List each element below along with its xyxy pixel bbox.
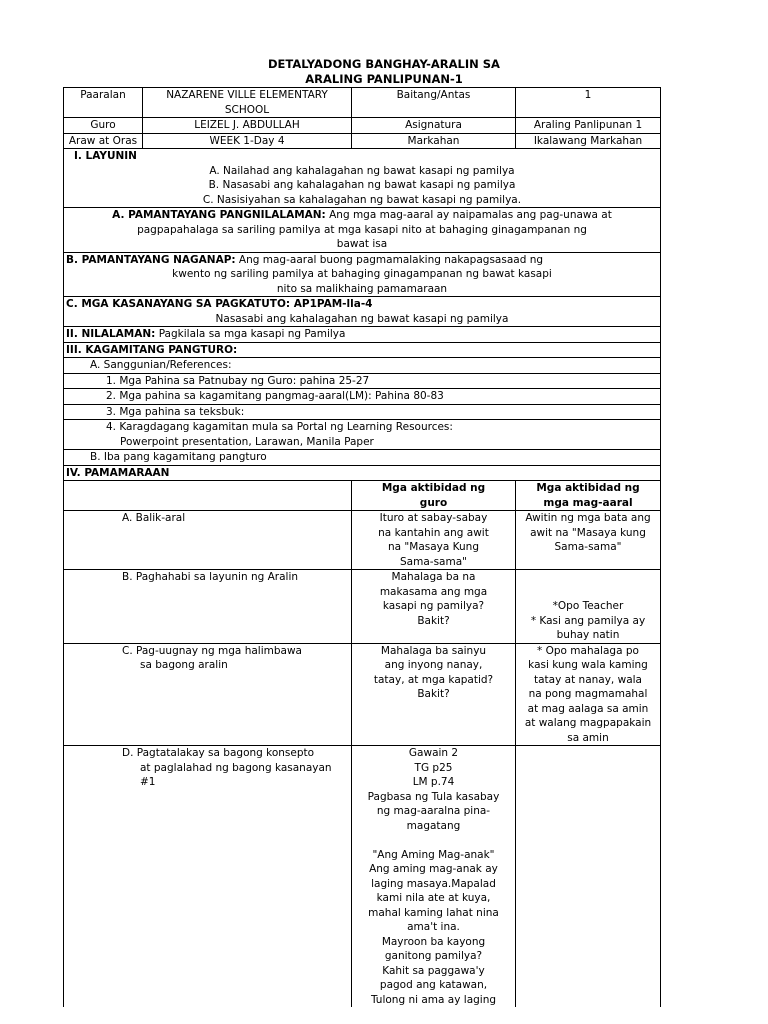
naganap-line2: kwento ng sariling pamilya at bahaging ginagampanan ng bawat kasapi: [172, 268, 552, 280]
naganap-cell: [64, 252, 661, 297]
row-a-magaaral-line: Awitin ng mga bata ang: [525, 512, 651, 524]
row-d-guro-line: magatang: [406, 819, 461, 832]
sanggunian-cell: [64, 358, 661, 374]
row-c-magaaral-line: na pong magmamahal: [528, 688, 648, 700]
iba-pa-row: [64, 450, 661, 466]
row-a-guro-line: na "Masaya Kung: [388, 541, 479, 553]
row-a-magaaral-line: Sama-sama": [554, 541, 622, 553]
row-b-guro-line: Bakit?: [417, 614, 450, 627]
row-c-magaaral-line: tatay at nanay, wala: [534, 673, 642, 686]
row-d-guro-line: Tulong ni ama ay laging: [370, 993, 497, 1006]
pamamaraan-row-a: [64, 511, 661, 570]
row-b-guro: [352, 570, 516, 644]
row-d-label-line1: D. Pagtatalakay sa bagong konsepto: [122, 747, 315, 759]
baitang-value: 1: [516, 88, 661, 118]
row-d-guro-line: mahal kaming lahat nina: [368, 906, 499, 919]
guro-label: Guro: [64, 118, 143, 134]
pamamaraan-row-c: [64, 643, 661, 746]
row-c-magaaral-line: sa amin: [567, 731, 609, 744]
reference-item-1: 1. Mga Pahina sa Patnubay ng Guro: pahina 25-27: [106, 374, 370, 387]
col-magaaral-header-line2: mga mag-aaral: [543, 496, 633, 509]
markahan-value: Ikalawang Markahan: [516, 133, 661, 149]
row-b-magaaral: [516, 570, 661, 644]
kasanayan-cell: [64, 297, 661, 327]
pamamaraan-heading: IV. PAMAMARAAN: [64, 465, 661, 481]
pamamaraan-header-blank: [64, 481, 352, 511]
row-d-guro-line: Mayroon ba kayong: [381, 935, 486, 948]
iba-pa-label: B. Iba pang kagamitang pangturo: [90, 451, 267, 463]
row-d-guro-line: [354, 833, 513, 848]
pangnilalaman-cell: [64, 208, 661, 253]
pamamaraan-row-b: [64, 570, 661, 644]
layunin-section: [64, 149, 661, 208]
row-c-guro-line: Bakit?: [417, 688, 450, 700]
row-c-magaaral-line: kasi kung wala kaming: [528, 659, 648, 671]
paaralan-value: NAZARENE VILLE ELEMENTARY SCHOOL: [143, 88, 352, 118]
row-c-label: [64, 643, 352, 746]
row-a-magaaral-line: awit na "Masaya kung: [530, 526, 646, 539]
reference-row-4: [64, 420, 661, 450]
row-d-guro-line: ganitong pamilya?: [384, 950, 483, 962]
araw-value: WEEK 1-Day 4: [143, 133, 352, 149]
nilalaman-section: [64, 327, 661, 343]
guro-value: LEIZEL J. ABDULLAH: [143, 118, 352, 134]
asignatura-value: Araling Panlipunan 1: [516, 118, 661, 134]
col-guro-header-line1: Mga aktibidad ng: [381, 482, 486, 494]
row-b-guro-line: kasapi ng pamilya?: [382, 600, 485, 612]
row-b-label: [64, 570, 352, 644]
reference-cell-3: [64, 404, 661, 420]
reference-item-2: 2. Mga pahina sa kagamitang pangmag-aaral(LM): Pahina 80-83: [106, 390, 444, 402]
row-d-guro-line: laging masaya.Mapalad: [371, 877, 496, 890]
row-b-guro-line: Mahalaga ba na: [391, 571, 476, 583]
col-magaaral-header: [516, 481, 661, 511]
naganap-line1: Ang mag-aaral buong pagmamalaking nakapagsasaad ng: [235, 253, 544, 266]
kasanayan-text: Nasasabi ang kahalagahan ng bawat kasapi ng pamilya: [215, 312, 509, 325]
row-d-label: [64, 746, 352, 1008]
naganap-label: B. PAMANTAYANG NAGANAP:: [66, 253, 236, 266]
reference-item-4: 4. Karagdagang kagamitan mula sa Portal ng Learning Resources:: [106, 421, 453, 433]
reference-cell-1: [64, 373, 661, 389]
row-a-guro-line: Ituro at sabay-sabay: [379, 512, 488, 524]
row-b-label-line1: B. Paghahabi sa layunin ng Aralin: [122, 571, 299, 583]
layunin-item-b: B. Nasasabi ang kahalagahan ng bawat kasapi ng pamilya: [208, 179, 516, 191]
kagamitan-heading-row: [64, 342, 661, 358]
row-c-magaaral-line: at mag aalaga sa amin: [527, 702, 649, 715]
row-c-magaaral: [516, 643, 661, 746]
row-d-guro-line: ng mag-aaralna pina-: [376, 805, 491, 817]
row-d-guro-line: "Ang Aming Mag-anak": [372, 848, 495, 861]
pamamaraan-heading-row: [64, 465, 661, 481]
row-d-guro-line: ama't ina.: [407, 921, 460, 933]
col-guro-header-line2: guro: [419, 496, 448, 509]
row-d-guro-line: TG p25: [414, 761, 453, 774]
row-d-label-line3: #1: [140, 776, 156, 788]
naganap-section: [64, 252, 661, 297]
row-c-guro-line: ang inyong nanay,: [384, 659, 483, 671]
row-c-guro: [352, 643, 516, 746]
info-row-araw: [64, 133, 661, 149]
row-c-label-line1: C. Pag-uugnay ng mga halimbawa: [122, 644, 302, 657]
row-c-guro-line: Mahalaga ba sainyu: [380, 644, 487, 657]
row-c-label-line2: sa bagong aralin: [140, 659, 228, 671]
row-b-magaaral-line: [518, 570, 658, 585]
reference-row-1: [64, 373, 661, 389]
row-d-guro-line: kami nila ate at kuya,: [376, 892, 491, 904]
layunin-cell: [64, 149, 661, 208]
nilalaman-label: II. NILALAMAN:: [66, 328, 156, 340]
kasanayan-label: C. MGA KASANAYANG SA PAGKATUTO: AP1PAM-lla-4: [66, 298, 373, 310]
pangnilalaman-section: [64, 208, 661, 253]
reference-cell-2: [64, 389, 661, 405]
row-d-guro-line: Kahit sa paggawa'y: [382, 964, 485, 977]
pangnilalaman-line1: Ang mga mag-aaral ay naipamalas ang pag-unawa at: [325, 209, 612, 221]
iba-pa-cell: [64, 450, 661, 466]
row-d-guro-line: Ang aming mag-anak ay: [369, 863, 498, 875]
col-guro-header: [352, 481, 516, 511]
row-a-label: [64, 511, 352, 570]
baitang-label: Baitang/Antas: [352, 88, 516, 118]
asignatura-label: Asignatura: [352, 118, 516, 134]
row-a-guro-line: na kantahin ang awit: [378, 526, 489, 539]
info-row-guro: [64, 118, 661, 134]
row-d-guro-line: LM p.74: [412, 776, 455, 788]
layunin-item-c: C. Nasisiyahan sa kahalagahan ng bawat kasapi ng pamilya.: [202, 193, 522, 206]
info-row-paaralan: [64, 88, 661, 118]
row-c-magaaral-line: * Opo mahalaga po: [537, 644, 639, 657]
row-c-magaaral-line: at walang magpapakain: [524, 717, 652, 729]
reference-row-3: [64, 404, 661, 420]
reference-item-3: 3. Mga pahina sa teksbuk:: [106, 405, 245, 418]
row-b-magaaral-line: [518, 585, 658, 600]
paaralan-label: Paaralan: [64, 88, 143, 118]
pangnilalaman-line3: bawat isa: [336, 238, 388, 250]
reference-cell-4: [64, 420, 661, 450]
row-d-guro-line: Gawain 2: [408, 747, 459, 759]
lesson-plan-table: [63, 87, 660, 1007]
row-a-magaaral: [516, 511, 661, 570]
row-b-magaaral-line: * Kasi ang pamilya ay: [530, 614, 646, 627]
nilalaman-text: Pagkilala sa mga kasapi ng Pamilya: [155, 328, 346, 340]
kasanayan-section: [64, 297, 661, 327]
row-b-magaaral-line: buhay natin: [556, 629, 620, 641]
row-a-guro-line: Sama-sama": [400, 555, 467, 568]
document-title-line1: DETALYADONG BANGHAY-ARALIN SA: [268, 57, 500, 71]
row-c-guro-line: tatay, at mga kapatid?: [373, 673, 494, 686]
pangnilalaman-label: A. PAMANTAYANG PANGNILALAMAN:: [112, 209, 326, 221]
layunin-item-a: A. Nailahad ang kahalagahan ng bawat kasapi ng pamilya: [209, 164, 515, 177]
reference-resources: Powerpoint presentation, Larawan, Manila Paper: [120, 435, 374, 448]
pangnilalaman-line2: pagpapahalaga sa sariling pamilya at mga kasapi nito at bahaging ginagampanan ng: [137, 223, 587, 236]
reference-row-2: [64, 389, 661, 405]
document-title-line2: ARALING PANLIPUNAN-1: [305, 72, 463, 86]
row-d-guro-line: pagod ang katawan,: [379, 979, 488, 991]
kagamitan-heading: III. KAGAMITANG PANGTURO:: [64, 342, 661, 358]
row-d-magaaral: [516, 746, 661, 1008]
naganap-line3: nito sa malikhaing pamamaraan: [276, 282, 448, 295]
row-b-magaaral-line: *Opo Teacher: [552, 600, 624, 612]
row-a-label-line1: A. Balik-aral: [122, 512, 186, 524]
markahan-label: Markahan: [352, 133, 516, 149]
layunin-heading: I. LAYUNIN: [74, 150, 137, 162]
row-a-guro: [352, 511, 516, 570]
row-d-label-line2: at paglalahad ng bagong kasanayan: [140, 761, 332, 774]
col-magaaral-header-line1: Mga aktibidad ng: [536, 482, 640, 494]
araw-label: Araw at Oras: [64, 133, 143, 149]
row-b-guro-line: makasama ang mga: [379, 585, 488, 598]
pamamaraan-row-d: [64, 746, 661, 1008]
nilalaman-cell: [64, 327, 661, 343]
sanggunian-row: [64, 358, 661, 374]
pamamaraan-column-header: [64, 481, 661, 511]
row-d-guro: [352, 746, 516, 1008]
sanggunian-label: A. Sanggunian/References:: [90, 359, 232, 371]
row-d-guro-line: Pagbasa ng Tula kasabay: [367, 790, 500, 803]
